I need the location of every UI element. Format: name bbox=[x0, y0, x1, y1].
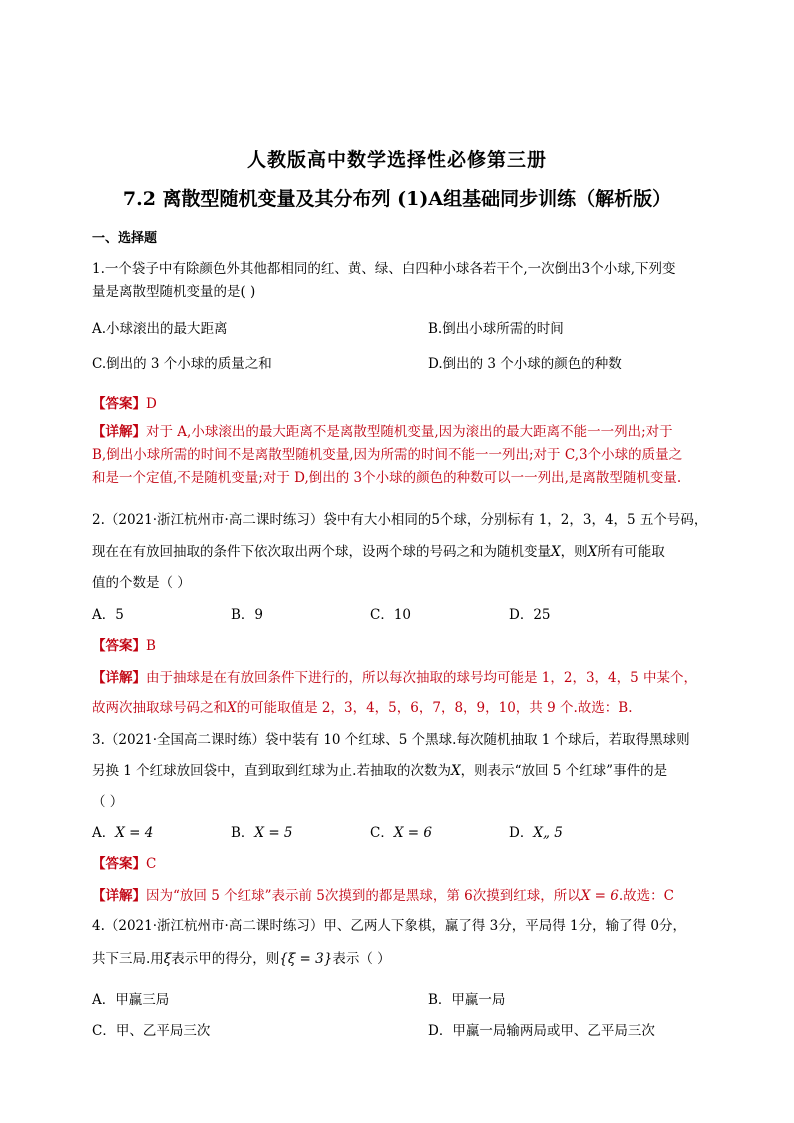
q4-stem-text: 表示甲的得分，则 bbox=[171, 951, 280, 967]
q2-var-x: X bbox=[587, 544, 598, 560]
q2-var-x: X bbox=[551, 544, 561, 560]
q1-option-c: C.倒出的 3 个小球的质量之和 bbox=[92, 356, 272, 372]
q4-option-a: A．甲赢三局 bbox=[92, 992, 170, 1008]
q3-answer bbox=[92, 852, 156, 872]
q2-detail-text: 故两次抽取球号码之和 bbox=[92, 700, 227, 716]
q3-stem-line2 bbox=[92, 759, 667, 779]
option-formula: X = 5 bbox=[254, 825, 293, 841]
detail-tag: 【详解】 bbox=[92, 888, 146, 904]
q2-option-a: A．5 bbox=[92, 607, 124, 623]
q4-option-b: B．甲赢一局 bbox=[428, 992, 506, 1008]
q3-stem-line3: （ ） bbox=[92, 794, 124, 810]
q4-var-xi: ξ bbox=[163, 951, 172, 967]
answer-value: B bbox=[146, 638, 156, 654]
document-title: 人教版高中数学选择性必修第三册 bbox=[246, 149, 547, 171]
q4-option-c: C．甲、乙平局三次 bbox=[92, 1023, 211, 1039]
detail-tag: 【详解】 bbox=[92, 670, 146, 686]
q2-option-b: B．9 bbox=[231, 607, 264, 623]
q1-option-d: D.倒出的 3 个小球的颜色的种数 bbox=[428, 356, 622, 372]
q1-answer bbox=[92, 392, 157, 412]
answer-value: D bbox=[146, 396, 157, 412]
q2-option-c: C．10 bbox=[370, 607, 412, 623]
q2-option-d: D．25 bbox=[509, 607, 551, 623]
q1-detail-text1: 对于 A,小球滚出的最大距离不是离散型随机变量,因为滚出的最大距离不能一一列出;对于 bbox=[146, 424, 673, 440]
q4-stem-text: 表示（ ） bbox=[332, 951, 391, 967]
q3-stem-text: ，则表示“放回 5 个红球”事件的是 bbox=[460, 763, 668, 779]
q1-stem-line2: 量是离散型随机变量的是( ) bbox=[92, 284, 256, 300]
option-letter: D． bbox=[509, 825, 534, 841]
q3-option-a bbox=[92, 821, 153, 841]
q1-detail-line1 bbox=[92, 420, 673, 440]
option-letter: A． bbox=[92, 825, 116, 841]
q3-detail-text: 因为“放回 5 个红球”表示前 5次摸到的都是黑球，第 6次摸到红球，所以 bbox=[146, 888, 581, 904]
detail-tag: 【详解】 bbox=[92, 424, 146, 440]
q1-option-a: A.小球滚出的最大距离 bbox=[92, 321, 228, 337]
q4-stem-text: 共下三局.用 bbox=[92, 951, 164, 967]
q2-detail-line2 bbox=[92, 696, 632, 716]
option-letter: C． bbox=[370, 825, 394, 841]
q1-option-b: B.倒出小球所需的时间 bbox=[428, 321, 564, 337]
option-formula: X = 6 bbox=[393, 825, 432, 841]
answer-tag: 【答案】 bbox=[92, 396, 146, 412]
q2-var-x: X bbox=[227, 700, 237, 716]
q3-stem-line1: 3.（2021·全国高二课时练）袋中装有 10 个红球、5 个黑球.每次随机抽取 1 个球后，若取得黑球则 bbox=[92, 732, 690, 748]
q2-stem-line3: 值的个数是（ ） bbox=[92, 575, 191, 591]
q2-stem-text: ，则 bbox=[560, 544, 588, 560]
answer-tag: 【答案】 bbox=[92, 856, 146, 872]
q2-detail-line1 bbox=[92, 666, 697, 686]
q4-event-formula: {ξ = 3} bbox=[279, 951, 333, 967]
q4-option-d: D．甲赢一局输两局或甲、乙平局三次 bbox=[428, 1023, 655, 1039]
q3-detail-text: .故选：C bbox=[618, 888, 674, 904]
q2-stem-text: 现在在有放回抽取的条件下依次取出两个球，设两个球的号码之和为随机变量 bbox=[92, 544, 551, 560]
document-subtitle: 7.2 离散型随机变量及其分布列 (1)A组基础同步训练（解析版） bbox=[122, 188, 672, 210]
option-formula: X„ 5 bbox=[533, 825, 563, 841]
q3-stem-text: 另换 1 个红球放回袋中，直到取到红球为止.若抽取的次数为 bbox=[92, 763, 451, 779]
answer-value: C bbox=[146, 856, 157, 872]
answer-tag: 【答案】 bbox=[92, 638, 146, 654]
section-heading: 一、选择题 bbox=[92, 231, 158, 246]
option-letter: B． bbox=[231, 825, 255, 841]
q2-detail-text1: 由于抽球是在有放回条件下进行的，所以每次抽取的球号均可能是 1，2，3，4，5 中某个， bbox=[146, 670, 698, 686]
option-formula: X = 4 bbox=[115, 825, 154, 841]
q2-stem-line1: 2.（2021·浙江杭州市·高二课时练习）袋中有大小相同的5个球，分别标有 1，2，3，4，5 五个号码， bbox=[92, 512, 708, 528]
q1-detail-line2: B,倒出小球所需的时间不是离散型随机变量,因为所需的时间不能一一列出;对于 C,3个小球的质量之 bbox=[92, 447, 683, 463]
q3-detail-line bbox=[92, 884, 674, 904]
q1-detail-line3: 和是一个定值,不是随机变量;对于 D,倒出的 3个小球的颜色的种数可以一一列出,是离散型随机变量. bbox=[92, 470, 682, 486]
q3-detail-formula: X = 6 bbox=[580, 888, 619, 904]
q2-stem-text: 所有可能取 bbox=[597, 544, 665, 560]
q3-option-b bbox=[231, 821, 293, 841]
q2-detail-text: 的可能取值是 2，3，4，5，6，7，8，9，10，共 9 个.故选：B. bbox=[236, 700, 633, 716]
q1-stem-line1: 1.一个袋子中有除颜色外其他都相同的红、黄、绿、白四种小球各若干个,一次倒出3个小球,下列变 bbox=[92, 261, 676, 277]
q3-option-c bbox=[370, 821, 432, 841]
q4-stem-line1: 4.（2021·浙江杭州市·高二课时练习）甲、乙两人下象棋，赢了得 3分，平局得 1分，输了得 0分， bbox=[92, 918, 686, 934]
q2-answer bbox=[92, 634, 156, 654]
q2-stem-line2 bbox=[92, 540, 665, 560]
q3-var-x: X bbox=[450, 763, 461, 779]
q3-option-d bbox=[509, 821, 563, 841]
q4-stem-line2 bbox=[92, 947, 391, 967]
